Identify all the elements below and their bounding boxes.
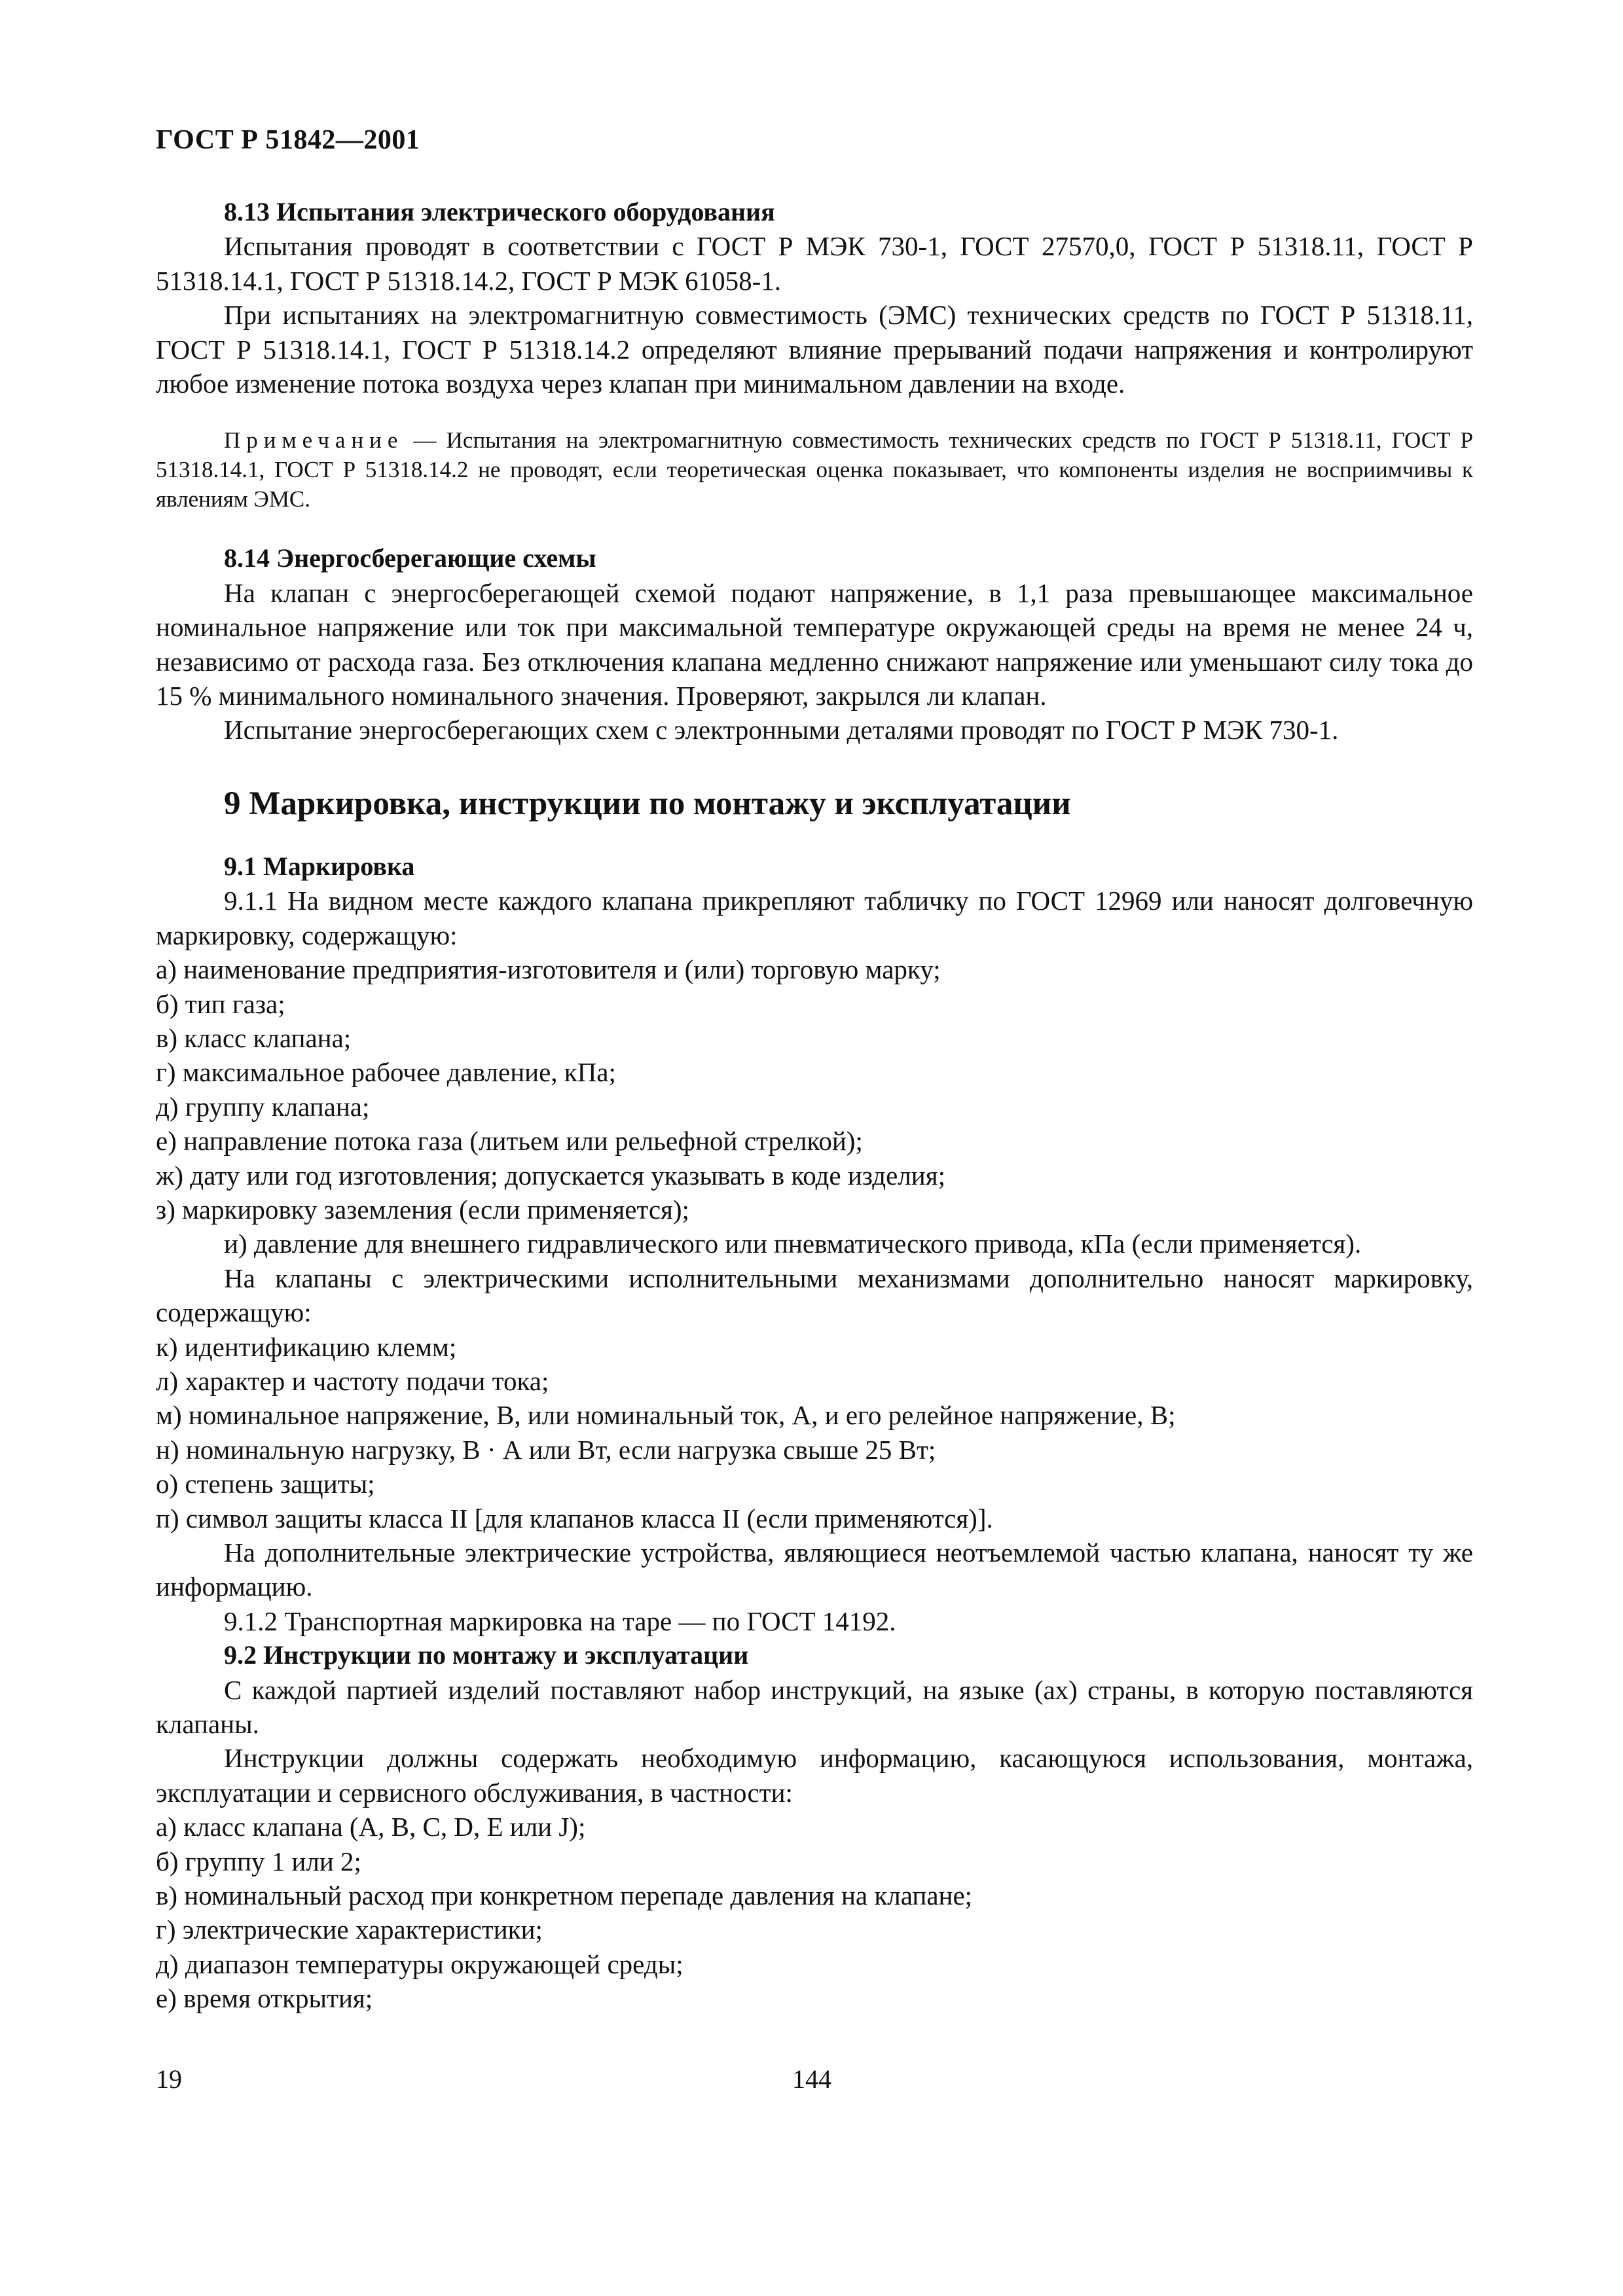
section-8-13-paragraph-1: Испытания проводят в соответствии с ГОСТ Р МЭК 730-1, ГОСТ 27570,0, ГОСТ Р 51318.11, ГОСТ Р 51318.14.1, ГОСТ Р 51318.14.2, ГОСТ Р МЭК 61058-1. [156,231,1473,296]
list-item: д) диапазон температуры окружающей среды; [156,1948,684,1979]
document-body [156,195,1473,2016]
page-number-left: 19 [156,2064,182,2094]
section-8-14-title: 8.14 Энергосберегающие схемы [224,543,596,573]
document-code: ГОСТ Р 51842—2001 [156,125,420,155]
note-label: Примечание [224,427,404,454]
clause-9-1-1: 9.1.1 На видном месте каждого клапана прикрепляют табличку по ГОСТ 12969 или наносят долговечную маркировку, содержащую: [156,886,1473,950]
section-8-14-paragraph-2: Испытание энергосберегающих схем с электронными деталями проводят по ГОСТ Р МЭК 730-1. [224,715,1339,745]
section-8-13-note [156,425,1473,514]
list-item: ж) дату или год изготовления; допускается указывать в коде изделия; [156,1160,945,1191]
section-9-2-paragraph-2: Инструкции должны содержать необходимую информацию, касающуюся использования, монтажа, эксплуатации и сервисного обслуживания, в частности: [156,1743,1473,1808]
list-item: л) характер и частоту подачи тока; [156,1365,549,1396]
list-item: к) идентификацию клемм; [156,1331,457,1362]
list-item: г) электрические характеристики; [156,1914,543,1945]
section-9-2-title: 9.2 Инструкции по монтажу и эксплуатации [224,1640,749,1670]
list-item: и) давление для внешнего гидравлического или пневматического привода, кПа (если применяется). [224,1229,1362,1259]
section-9-1-title: 9.1 Маркировка [224,851,415,881]
section-9-heading: 9 Маркировка, инструкции по монтажу и эксплуатации [224,785,1071,822]
electric-marking-paragraph: На клапаны с электрическими исполнительными механизмами дополнительно наносят маркировку, содержащую: [156,1263,1473,1328]
list-item: з) маркировку заземления (если применяется); [156,1194,689,1225]
list-item: е) время открытия; [156,1983,373,2014]
section-8-13-title: 8.13 Испытания электрического оборудования [224,197,775,226]
list-item: б) группу 1 или 2; [156,1846,361,1876]
list-item: г) максимальное рабочее давление, кПа; [156,1057,616,1088]
section-9-2-paragraph-1: С каждой партией изделий поставляют набор инструкций, на языке (ах) страны, в которую поставляются клапаны. [156,1674,1473,1740]
clause-9-1-2: 9.1.2 Транспортная маркировка на таре — по ГОСТ 14192. [224,1605,896,1636]
additional-devices-paragraph: На дополнительные электрические устройства, являющиеся неотъемлемой частью клапана, наносят ту же информацию. [156,1537,1473,1602]
list-item: в) класс клапана; [156,1022,352,1053]
list-item: н) номинальную нагрузку, В · А или Вт, если нагрузка свыше 25 Вт; [156,1434,936,1465]
section-8-13-paragraph-2: При испытаниях на электромагнитную совместимость (ЭМС) технических средств по ГОСТ Р 51318.11, ГОСТ Р 51318.14.1, ГОСТ Р 51318.14.2 определяют влияние прерываний подачи напряжения и контролируют любое изменение потока воздуха через клапан при минимальном давлении на входе. [156,300,1473,399]
list-item: д) группу клапана; [156,1091,370,1122]
list-item: а) наименование предприятия-изготовителя и (или) торговую марку; [156,954,941,985]
list-item: в) номинальный расход при конкретном перепаде давления на клапане; [156,1880,973,1911]
list-item: е) направление потока газа (литьем или рельефной стрелкой); [156,1126,863,1157]
list-item: м) номинальное напряжение, В, или номинальный ток, А, и его релейное напряжение, В; [156,1400,1176,1431]
list-item: п) символ защиты класса II [для клапанов класса II (если применяются)]. [156,1503,993,1534]
page-number-center: 144 [792,2064,831,2094]
section-8-14-paragraph-1: На клапан с энергосберегающей схемой подают напряжение, в 1,1 раза превышающее максимальное номинальное напряжение или ток при максимальной температуре окружающей среды на время не менее 24 ч, независимо от расхода газа. Без отключения клапана медленно снижают напряжение или уменьшают силу тока до 15 % минимального номинального значения. Проверяют, закрылся ли клапан. [156,577,1473,711]
list-item: а) класс клапана (А, В, С, D, Е или J); [156,1812,586,1842]
list-item: о) степень защиты; [156,1469,375,1499]
note-text: — Испытания на электромагнитную совместимость технических средств по ГОСТ Р 51318.11, ГОСТ Р 51318.14.1, ГОСТ Р 51318.14.2 не проводят, если теоретическая оценка показывает, что компоненты изделия не восприимчивы к явлениям ЭМС. [156,427,1473,512]
list-item: б) тип газа; [156,988,285,1019]
